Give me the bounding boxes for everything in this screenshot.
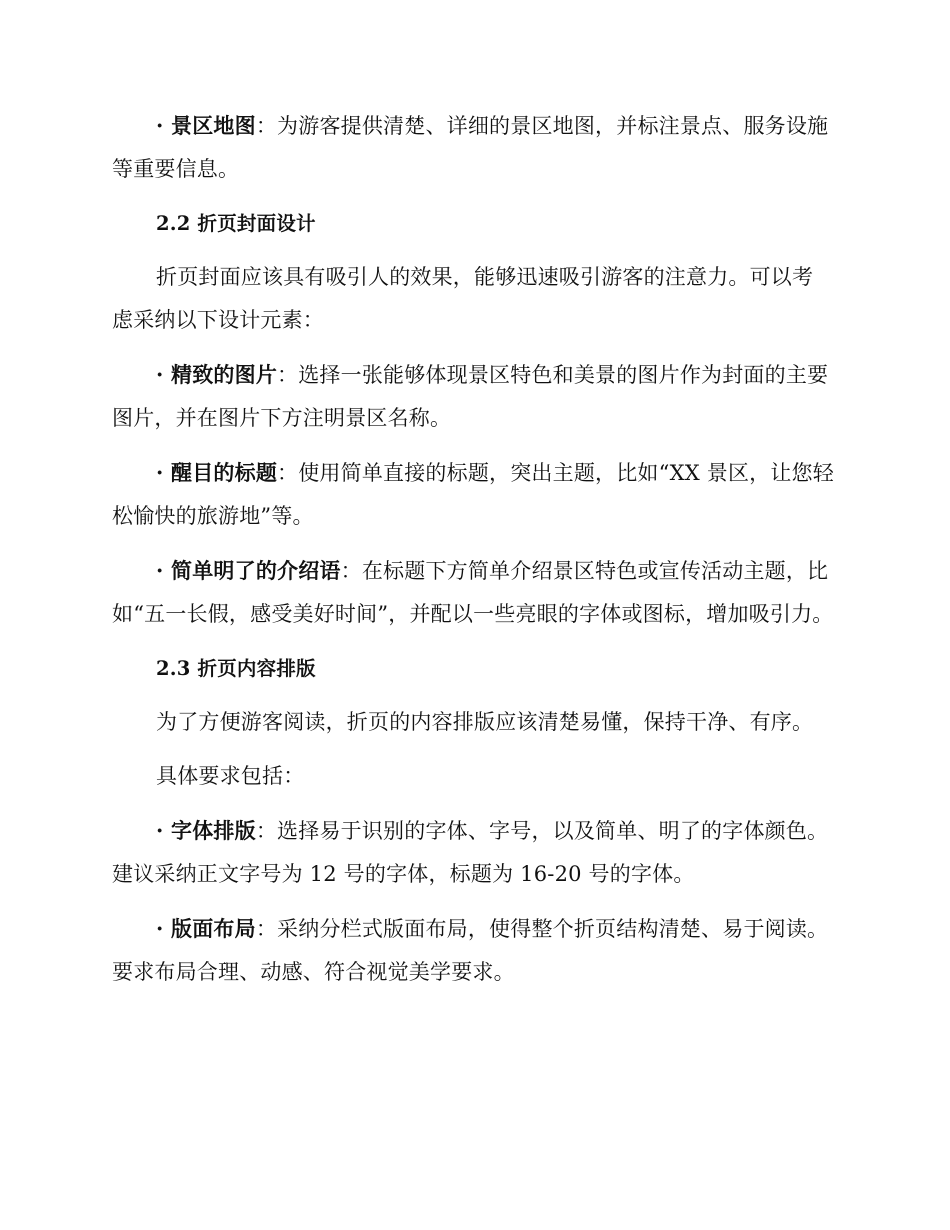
bullet-map xyxy=(112,104,834,191)
bullet-dot: · xyxy=(156,558,172,583)
bullet-term: 字体排版 xyxy=(171,818,256,843)
bullet-term: 醒目的标题 xyxy=(171,460,278,485)
bullet-dot: · xyxy=(156,818,172,843)
bullet-body: ：选择一张能够体现景区特色和美景的图片作为封面的主要图片，并在图片下方注明景区名称。 xyxy=(112,363,829,430)
paragraph-requirements: 具体要求包括： xyxy=(156,764,305,788)
bullet-term: 景区地图 xyxy=(171,113,256,138)
bullet-term: 版面布局 xyxy=(171,916,256,941)
bullet-body: ：使用简单直接的标题，突出主题，比如“XX 景区，让您轻松愉快的旅游地”等。 xyxy=(112,461,834,528)
bullet-body: ：在标题下方简单介绍景区特色或宣传活动主题，比如“五一长假，感受美好时间”，并配以一些亮眼的字体或图标，增加吸引力。 xyxy=(112,559,834,626)
bullet-image xyxy=(112,353,834,440)
paragraph-cover-intro: 折页封面应该具有吸引人的效果，能够迅速吸引游客的注意力。可以考虑采纳以下设计元素： xyxy=(112,265,814,332)
paragraph-layout-intro: 为了方便游客阅读，折页的内容排版应该清楚易懂，保持干净、有序。 xyxy=(156,710,814,734)
bullet-dot: · xyxy=(156,113,172,138)
bullet-dot: · xyxy=(156,460,172,485)
bullet-body: ：选择易于识别的字体、字号，以及简单、明了的字体颜色。建议采纳正文字号为 12 号的字体，标题为 16-20 号的字体。 xyxy=(112,819,829,886)
bullet-typography xyxy=(112,809,834,896)
bullet-intro-text xyxy=(112,549,834,636)
bullet-title xyxy=(112,451,834,538)
bullet-body: ：采纳分栏式版面布局，使得整个折页结构清楚、易于阅读。要求布局合理、动感、符合视觉美学要求。 xyxy=(112,917,829,984)
bullet-term: 简单明了的介绍语 xyxy=(171,558,341,583)
bullet-dot: · xyxy=(156,362,172,387)
section-heading-2-2: 2.2 折页封面设计 xyxy=(156,212,316,235)
section-heading-2-3: 2.3 折页内容排版 xyxy=(156,657,316,680)
bullet-body: ：为游客提供清楚、详细的景区地图，并标注景点、服务设施等重要信息。 xyxy=(112,114,829,181)
bullet-dot: · xyxy=(156,916,172,941)
bullet-term: 精致的图片 xyxy=(171,362,278,387)
bullet-layout xyxy=(112,907,834,994)
document-page xyxy=(112,104,834,994)
